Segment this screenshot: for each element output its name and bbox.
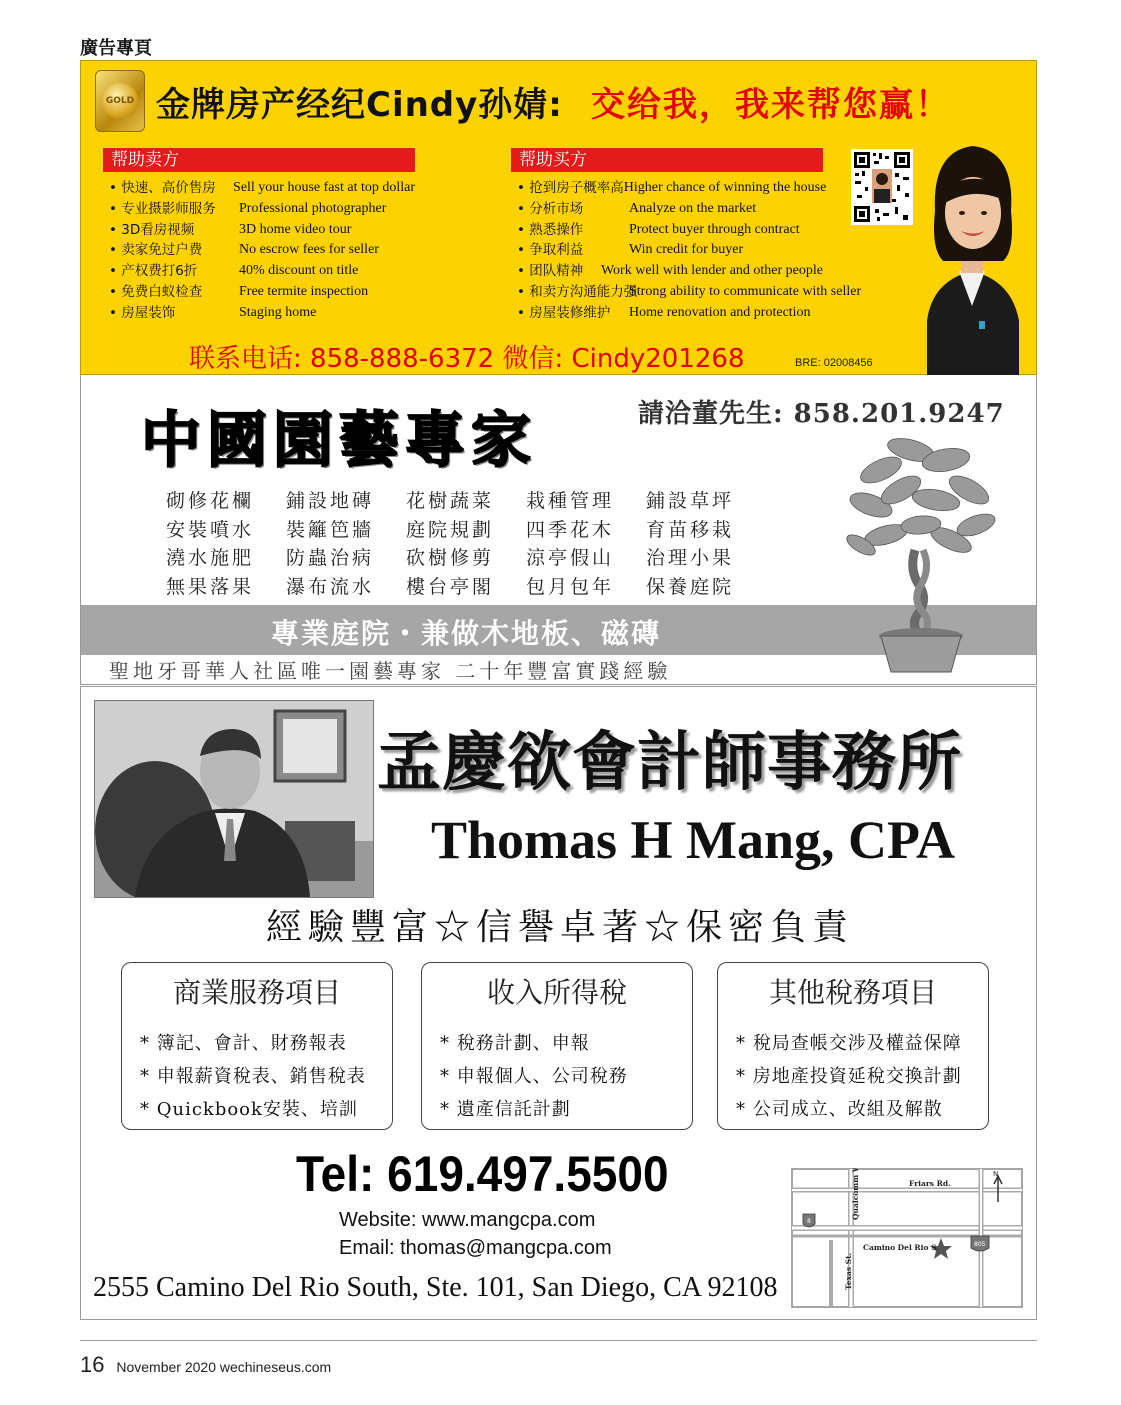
service-item: 瀑布流水 — [286, 575, 375, 598]
gold-badge-icon — [95, 70, 145, 132]
list-item-chinese: • 专业摄影师服务 — [109, 200, 216, 217]
cpa-ad — [80, 686, 1037, 1320]
service-item: 砌修花欄 — [166, 490, 255, 512]
map-label-hwy805: 805 — [974, 1241, 986, 1248]
service-item: 無果落果 — [166, 575, 255, 598]
cpa-name-english: Thomas H Mang, CPA — [431, 810, 956, 870]
list-item-chinese: • 免费白蚁检查 — [109, 283, 203, 300]
garden-tagline: 專業庭院・兼做木地板、磁磚 — [271, 617, 662, 650]
service-item: * 房地產投資延稅交換計劃 — [736, 1066, 962, 1087]
map-label-hwy8: 8 — [807, 1218, 811, 1225]
services-row — [166, 516, 766, 545]
list-item-chinese: • 房屋装饰 — [109, 304, 176, 321]
service-item: 包月包年 — [526, 575, 615, 598]
service-item: 裝籬笆牆 — [286, 518, 375, 541]
service-box-title: 其他稅務項目 — [768, 976, 937, 1009]
list-item — [517, 199, 823, 220]
buyer-heading: 帮助买方 — [511, 148, 823, 172]
list-item — [109, 178, 415, 199]
cpa-phone[interactable]: Tel: 619.497.5500 — [296, 1146, 669, 1202]
list-item-chinese: • 产权费打6折 — [109, 263, 198, 280]
service-item: 樓台亭閣 — [406, 575, 495, 598]
list-item-english: Analyze on the market — [629, 200, 757, 216]
list-item-chinese: • 3D看房视频 — [109, 221, 195, 238]
page-number: 16 — [80, 1352, 105, 1377]
garden-title: 中國園藝專家 — [141, 406, 537, 476]
list-item-chinese: • 房屋装修维护 — [517, 304, 611, 321]
realtor-slogan: 交给我，我来帮您赢！ — [591, 85, 951, 125]
cpa-name-chinese: 孟慶欲會計師事務所 — [377, 725, 962, 800]
page-footer — [80, 1352, 331, 1378]
realtor-title: 金牌房产经纪Cindy孙婧: — [156, 85, 563, 125]
buyer-section — [511, 148, 862, 324]
cpa-address: 2555 Camino Del Rio South, Ste. 101, San Diego, CA 92108 — [93, 1272, 778, 1303]
service-item: 育苗移栽 — [646, 518, 735, 541]
list-item — [517, 178, 827, 199]
seller-list — [103, 178, 415, 324]
service-item: * 遺產信託計劃 — [440, 1099, 571, 1120]
service-item: 防蟲治病 — [286, 547, 375, 569]
footer-text: November 2020 wechineseus.com — [116, 1359, 332, 1375]
agent-photo — [907, 131, 1037, 375]
garden-subtitle: 聖地牙哥華人社區唯一園藝專家 二十年豐富實踐經驗 — [109, 659, 672, 683]
cpa-photo — [94, 700, 374, 898]
map-label-qualcomm: Qualcomm Way — [851, 1168, 860, 1220]
page-header: 廣告專頁 — [80, 38, 152, 59]
service-item: * 申報個人、公司稅務 — [440, 1066, 628, 1087]
list-item-english: Higher chance of winning the house — [623, 180, 827, 195]
service-item: 鋪設草坪 — [646, 490, 735, 512]
map-label-camino: Camino Del Rio S. — [863, 1243, 939, 1252]
garden-ad — [80, 375, 1037, 685]
list-item-english: Strong ability to communicate with seller — [629, 283, 862, 299]
garden-contact: 請洽董先生: 858.201.9247 — [638, 399, 1005, 429]
list-item-english: Staging home — [239, 304, 317, 320]
list-item-chinese: • 卖家免过户费 — [109, 242, 203, 259]
list-item-english: Home renovation and protection — [629, 304, 811, 320]
service-box-title: 商業服務項目 — [172, 976, 341, 1009]
service-item: * Quickbook安裝、培訓 — [140, 1099, 358, 1120]
map-label-friars: Friars Rd. — [909, 1179, 951, 1188]
seller-section — [103, 148, 415, 324]
service-item: 四季花木 — [526, 518, 615, 541]
list-item — [517, 220, 823, 241]
list-item — [109, 240, 415, 261]
footer-divider — [80, 1340, 1037, 1341]
money-tree-icon — [841, 410, 1001, 675]
list-item-english: Win credit for buyer — [629, 242, 744, 258]
list-item-english: Free termite inspection — [239, 283, 369, 299]
service-item: * 稅局查帳交涉及權益保障 — [736, 1033, 962, 1054]
list-item — [109, 282, 415, 303]
garden-services-grid — [166, 487, 766, 601]
list-item-english: 3D home video tour — [239, 221, 352, 237]
service-item: * 稅務計劃、申報 — [440, 1033, 590, 1054]
list-item-chinese: • 争取利益 — [517, 242, 584, 259]
map-label-texas: Texas St. — [844, 1252, 853, 1290]
list-item-english: Protect buyer through contract — [629, 221, 800, 237]
service-box-other-tax — [717, 962, 989, 1130]
service-item: 澆水施肥 — [166, 547, 255, 569]
service-item: 治理小果 — [646, 547, 735, 569]
service-box-business — [121, 962, 393, 1130]
list-item — [517, 261, 823, 282]
service-item: * 公司成立、改組及解散 — [736, 1099, 943, 1120]
list-item-english: 40% discount on title — [239, 263, 359, 279]
services-row — [166, 573, 766, 602]
list-item-english: No escrow fees for seller — [239, 242, 379, 258]
service-item: 花樹蔬菜 — [406, 490, 495, 512]
service-item: * 簿記、會計、財務報表 — [140, 1033, 347, 1054]
service-box-income-tax — [421, 962, 693, 1130]
list-item-chinese: • 抢到房子概率高 — [517, 180, 624, 196]
list-item-chinese: • 和卖方沟通能力强 — [517, 283, 638, 300]
realtor-contact: 联系电话: 858-888-6372 微信: Cindy201268 — [189, 344, 745, 374]
services-row — [166, 544, 766, 573]
list-item-english: Sell your house fast at top dollar — [233, 180, 415, 195]
list-item — [517, 240, 823, 261]
service-item: * 申報薪資稅表、銷售稅表 — [140, 1066, 366, 1087]
cpa-email[interactable]: Email: thomas@mangcpa.com — [339, 1237, 612, 1259]
list-item — [109, 220, 415, 241]
gold-coin-label: GOLD — [102, 83, 138, 119]
list-item — [517, 282, 862, 303]
list-item-chinese: • 熟悉操作 — [517, 221, 584, 238]
list-item-chinese: • 团队精神 — [517, 263, 584, 280]
map-label-north: N — [993, 1170, 999, 1178]
service-box-title: 收入所得稅 — [486, 976, 627, 1009]
list-item-chinese: • 快速、高价售房 — [109, 180, 216, 196]
seller-heading: 帮助卖方 — [103, 148, 415, 172]
list-item — [109, 199, 415, 220]
service-item: 庭院規劃 — [406, 518, 495, 541]
service-item: 涼亭假山 — [526, 547, 615, 569]
services-row — [166, 487, 766, 516]
service-item: 安裝噴水 — [166, 518, 255, 541]
service-item: 保養庭院 — [646, 575, 735, 598]
service-item: 砍樹修剪 — [406, 547, 495, 569]
buyer-list — [511, 178, 862, 324]
service-item: 鋪設地磚 — [286, 490, 375, 512]
qr-code-icon — [851, 149, 913, 225]
realtor-ad — [80, 60, 1037, 375]
realtor-license: BRE: 02008456 — [795, 357, 873, 369]
location-map — [791, 1168, 1023, 1308]
list-item-english: Work well with lender and other people — [600, 263, 823, 279]
service-item: 栽種管理 — [526, 490, 615, 512]
list-item — [517, 303, 823, 324]
list-item — [109, 261, 415, 282]
cpa-website[interactable]: Website: www.mangcpa.com — [339, 1209, 596, 1231]
list-item-english: Professional photographer — [239, 200, 387, 216]
cpa-motto: 經驗豐富☆信譽卓著☆保密負責 — [266, 907, 855, 948]
list-item-chinese: • 分析市场 — [517, 200, 584, 217]
list-item — [109, 303, 415, 324]
